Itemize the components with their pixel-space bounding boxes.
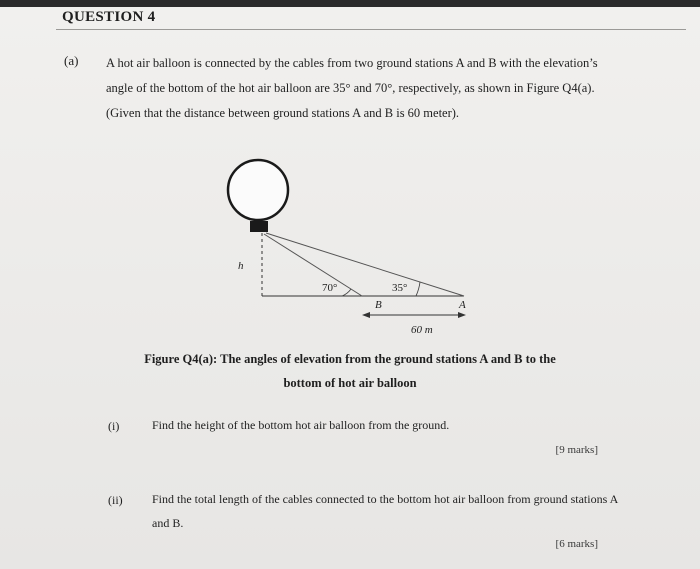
distance-arrow-left: [362, 312, 370, 318]
figure-caption: [70, 347, 630, 395]
subquestion-i-label: (i): [108, 419, 120, 433]
question-title: QUESTION 4: [62, 9, 156, 25]
angle-70-arc: [342, 289, 351, 296]
subquestion-i-text: Find the height of the bottom hot air balloon from the ground.: [152, 418, 450, 432]
angle-b-label: 70°: [322, 282, 338, 294]
cable-b-line: [264, 234, 362, 296]
balloon-envelope-shape: [228, 160, 288, 220]
distance-label: 60 m: [411, 324, 433, 336]
top-edge-bar: [0, 0, 700, 7]
height-label: h: [238, 260, 244, 272]
distance-arrow-right: [458, 312, 466, 318]
caption-line-1: Figure Q4(a): The angles of elevation from the ground stations A and B to the: [144, 352, 556, 366]
angle-35-arc: [416, 282, 420, 296]
document-page: [0, 7, 700, 569]
station-b-label: B: [375, 299, 382, 311]
part-a-label: (a): [64, 53, 79, 68]
subquestion-ii-marks: [6 marks]: [555, 538, 598, 550]
station-a-label: A: [459, 299, 466, 311]
cable-a-line: [266, 233, 464, 296]
balloon-figure: [0, 7, 700, 569]
subquestion-ii-text: Find the total length of the cables connected to the bottom hot air balloon from ground stations A and B.: [152, 492, 618, 530]
subquestion-ii-label: (ii): [108, 493, 123, 507]
angle-a-label: 35°: [392, 282, 408, 294]
balloon-basket-shape: [250, 221, 268, 232]
caption-line-2: bottom of hot air balloon: [283, 376, 417, 390]
part-a-question-text: A hot air balloon is connected by the cables from two ground stations A and B with the elevation’s angle of the bottom of the hot air balloon are 35° and 70°, respectively, as shown in Figure Q4(a). (Given that the distance between ground stations A and B is 60 meter).: [106, 56, 598, 120]
subquestion-i-marks: [9 marks]: [555, 444, 598, 456]
